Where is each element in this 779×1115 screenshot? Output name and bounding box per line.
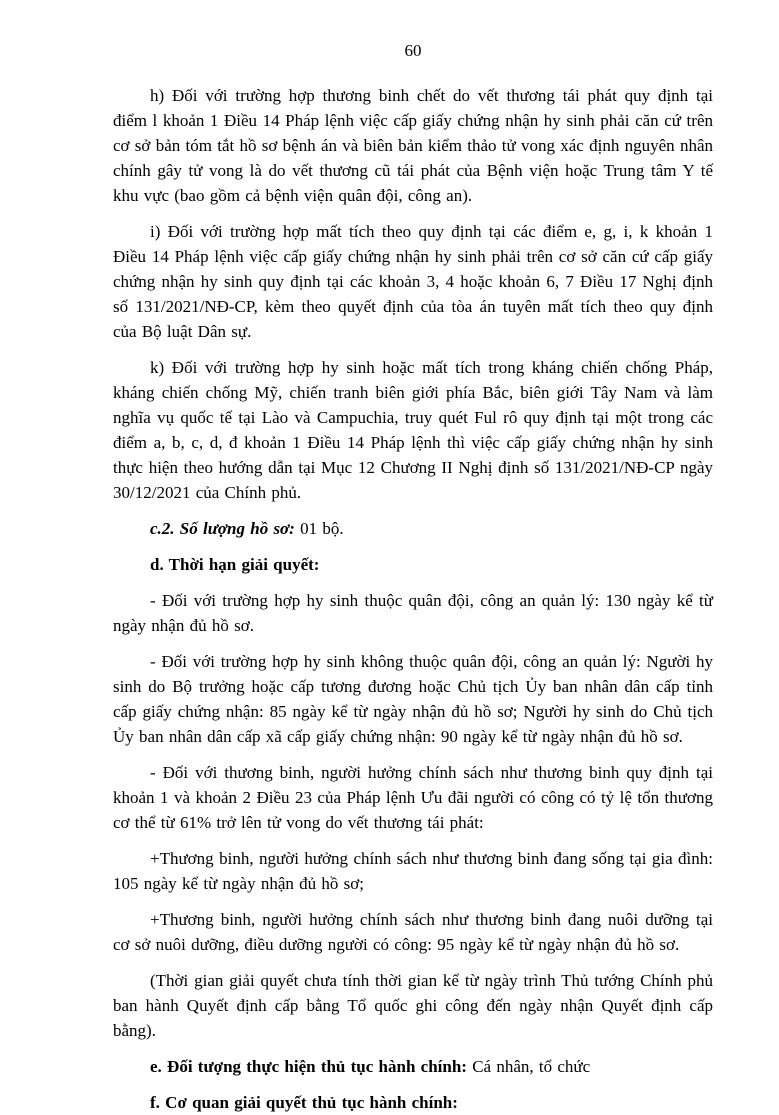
paragraph-k: k) Đối với trường hợp hy sinh hoặc mất tích trong kháng chiến chống Pháp, kháng chiến chống Mỹ, chiến tranh biên giới phía Bắc, biên giới Tây Nam và làm nghĩa vụ quốc tế tại Lào và Campuchia, truy quét Ful rô quy định tại một trong các điểm a, b, c, d, đ khoản 1 Điều 14 Pháp lệnh thì việc cấp giấy chứng nhận hy sinh thực hiện theo hướng dẫn tại Mục 12 Chương II Nghị định số 131/2021/NĐ-CP ngày 30/12/2021 của Chính phủ. xyxy=(113,358,713,502)
heading-d: d. Thời hạn giải quyết: xyxy=(150,555,320,574)
list-item-d3: - Đối với thương binh, người hưởng chính sách như thương binh quy định tại khoản 1 và khoản 2 Điều 23 của Pháp lệnh Ưu đãi người có công có tỷ lệ tổn thương cơ thể từ 61% trở lên tử vong do vết thương tái phát: xyxy=(113,763,713,832)
line-e xyxy=(113,1054,713,1079)
list-item-d2: - Đối với trường hợp hy sinh không thuộc quân đội, công an quản lý: Người hy sinh do Bộ trưởng hoặc cấp tương đương hoặc Chủ tịch Ủy ban nhân dân cấp tỉnh cấp giấy chứng nhận: 85 ngày kể từ ngày nhận đủ hồ sơ; Người hy sinh do Chủ tịch Ủy ban nhân dân cấp xã cấp giấy chứng nhận: 90 ngày kể từ ngày nhận đủ hồ sơ. xyxy=(113,652,713,746)
c2-value: 01 bộ. xyxy=(294,519,344,538)
paragraph-i: i) Đối với trường hợp mất tích theo quy định tại các điểm e, g, i, k khoản 1 Điều 14 Pháp lệnh việc cấp giấy chứng nhận hy sinh phải trên cơ sở căn cứ cấp giấy chứng nhận hy sinh quy định tại các khoản 3, 4 hoặc khoản 6, 7 Điều 17 Nghị định số 131/2021/NĐ-CP, kèm theo quyết định của tòa án tuyên mất tích theo quy định của Bộ luật Dân sự. xyxy=(113,222,713,341)
list-item-plus2: +Thương binh, người hưởng chính sách như thương binh đang nuôi dưỡng tại cơ sở nuôi dưỡng, điều dưỡng người có công: 95 ngày kể từ ngày nhận đủ hồ sơ. xyxy=(113,910,713,954)
paragraph-note: (Thời gian giải quyết chưa tính thời gian kể từ ngày trình Thủ tướng Chính phủ ban hành Quyết định cấp bằng Tổ quốc ghi công đến ngày nhận Quyết định cấp bằng). xyxy=(113,971,713,1040)
paragraph-h: h) Đối với trường hợp thương binh chết do vết thương tái phát quy định tại điểm l khoản 1 Điều 14 Pháp lệnh việc cấp giấy chứng nhận hy sinh phải căn cứ trên cơ sở bản tóm tắt hồ sơ bệnh án và biên bản kiểm thảo tử vong xác định nguyên nhân chính gây tử vong là do vết thương cũ tái phát của Bệnh viện hoặc Trung tâm Y tế khu vực (bao gồm cả bệnh viện quân đội, công an). xyxy=(113,86,713,205)
list-item-plus1: +Thương binh, người hưởng chính sách như thương binh đang sống tại gia đình: 105 ngày kể từ ngày nhận đủ hồ sơ; xyxy=(113,849,713,893)
list-item-d1: - Đối với trường hợp hy sinh thuộc quân đội, công an quản lý: 130 ngày kể từ ngày nhận đủ hồ sơ. xyxy=(113,591,713,635)
e-value: Cá nhân, tổ chức xyxy=(466,1057,591,1076)
c2-label: c.2. Số lượng hồ sơ: xyxy=(150,519,295,538)
heading-f: f. Cơ quan giải quyết thủ tục hành chính: xyxy=(150,1093,458,1112)
e-label: e. Đối tượng thực hiện thủ tục hành chính: xyxy=(150,1057,467,1076)
line-c2 xyxy=(113,516,713,541)
page-number: 60 xyxy=(404,41,422,60)
